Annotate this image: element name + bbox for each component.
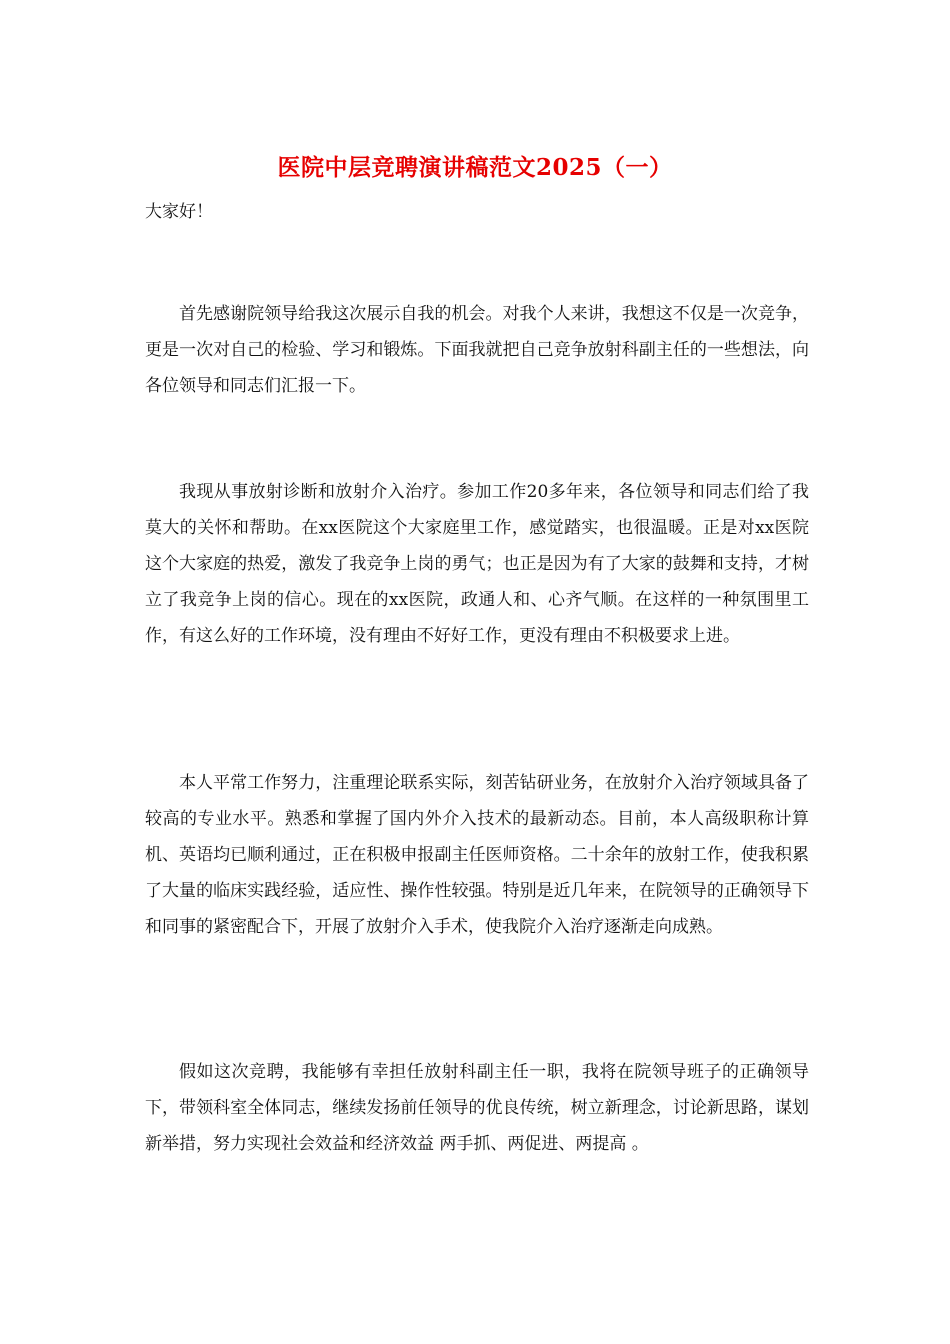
greeting-text: 大家好！ <box>145 202 213 222</box>
document-title: 医院中层竞聘演讲稿范文2025（一） <box>277 154 673 181</box>
paragraph-4: 假如这次竞聘，我能够有幸担任放射科副主任一职，我将在院领导班子的正确领导下，带领科室全体同志，继续发扬前任领导的优良传统，树立新理念，讨论新思路，谋划新举措，努力实现社会效益和经济效益 两手抓、两促进、两提高 。 <box>145 1062 809 1154</box>
paragraph-3: 本人平常工作努力，注重理论联系实际，刻苦钻研业务，在放射介入治疗领域具备了较高的专业水平。熟悉和掌握了国内外介入技术的最新动态。目前，本人高级职称计算机、英语均已顺利通过，正在积极申报副主任医师资格。二十余年的放射工作，使我积累了大量的临床实践经验，适应性、操作性较强。特别是近几年来，在院领导的正确领导下和同事的紧密配合下，开展了放射介入手术，使我院介入治疗逐渐走向成熟。 <box>145 773 809 937</box>
paragraph-1: 首先感谢院领导给我这次展示自我的机会。对我个人来讲，我想这不仅是一次竞争，更是一次对自己的检验、学习和锻炼。下面我就把自己竞争放射科副主任的一些想法，向各位领导和同志们汇报一下。 <box>145 304 809 396</box>
paragraph-2: 我现从事放射诊断和放射介入治疗。参加工作20多年来，各位领导和同志们给了我莫大的关怀和帮助。在xx医院这个大家庭里工作，感觉踏实，也很温暖。正是对xx医院这个大家庭的热爱，激发了我竞争上岗的勇气；也正是因为有了大家的鼓舞和支持，才树立了我竞争上岗的信心。现在的xx医院，政通人和、心齐气顺。在这样的一种氛围里工作，有这么好的工作环境，没有理由不好好工作，更没有理由不积极要求上进。 <box>145 482 809 646</box>
